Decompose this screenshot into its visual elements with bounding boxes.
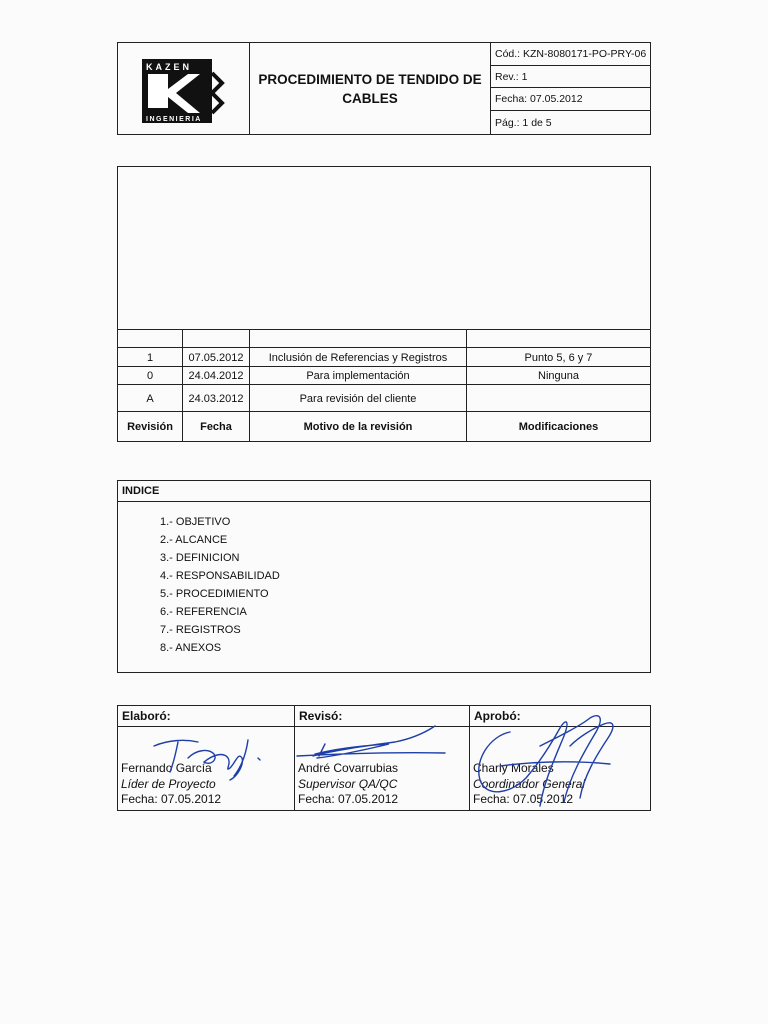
signature-reviso: [294, 706, 470, 810]
revision-row: [118, 347, 650, 367]
code-value: Cód.: KZN-8080171-PO-PRY-06: [495, 48, 647, 60]
index-item: 7.- REGISTROS: [160, 624, 241, 636]
index-item: 1.- OBJETIVO: [160, 516, 231, 528]
revision-header-row: [118, 411, 650, 442]
reviso-name: André Covarrubias: [298, 761, 399, 775]
revision-cell: 0: [146, 370, 154, 382]
aprobo-date: Fecha: 07.05.2012: [473, 792, 574, 806]
logo-brand: KAZEN: [146, 62, 192, 72]
elaboro-date: Fecha: 07.05.2012: [121, 792, 222, 806]
reason-cell: Para revisión del cliente: [249, 385, 466, 412]
code-field: [491, 43, 650, 66]
reason-cell: Inclusión de Referencias y Registros: [249, 348, 466, 367]
signature-aprobo: [469, 706, 651, 810]
date-header: Fecha: [182, 412, 249, 442]
reason-header: Motivo de la revisión: [249, 412, 466, 442]
aprobo-label: Aprobó:: [470, 706, 651, 727]
changes-cell: Ninguna: [466, 367, 650, 385]
revision-row: [118, 366, 650, 385]
aprobo-name: Charly Morales: [473, 761, 554, 775]
aprobo-role: Coordinador General: [473, 776, 586, 791]
changes-cell: Punto 5, 6 y 7: [466, 348, 650, 367]
page-field: [491, 111, 650, 134]
index-title: INDICE: [118, 481, 650, 502]
index-item: 3.- DEFINICION: [160, 552, 240, 564]
logo-cell: [118, 43, 250, 134]
revision-field: [491, 66, 650, 88]
signature-elaboro: [118, 706, 294, 810]
revision-table: [117, 166, 651, 442]
reviso-date: Fecha: 07.05.2012: [298, 792, 399, 806]
date-cell: 24.04.2012: [182, 367, 249, 385]
signatures-table: [117, 705, 651, 811]
revision-header: Revisión: [127, 421, 173, 433]
document-header: [117, 42, 651, 135]
revision-cell: A: [146, 392, 154, 405]
index-section: [117, 480, 651, 673]
reviso-label: Revisó:: [295, 706, 470, 727]
revision-cell: 1: [146, 351, 154, 364]
date-cell: 07.05.2012: [182, 348, 249, 367]
reason-cell: Para implementación: [249, 367, 466, 385]
index-item: 2.- ALCANCE: [160, 534, 228, 546]
reviso-role: Supervisor QA/QC: [298, 776, 398, 791]
changes-cell: [466, 385, 650, 412]
elaboro-role: Líder de Proyecto: [121, 776, 216, 791]
company-logo: [118, 43, 250, 134]
elaboro-name: Fernando García: [121, 761, 212, 775]
date-cell: 24.03.2012: [182, 385, 249, 412]
changes-header: Modificaciones: [466, 412, 650, 442]
index-item: 4.- RESPONSABILIDAD: [160, 570, 280, 582]
index-item: 8.- ANEXOS: [160, 642, 222, 654]
document-title: PROCEDIMIENTO DE TENDIDO DE CABLES: [250, 43, 491, 134]
elaboro-label: Elaboró:: [118, 706, 294, 727]
logo-subtitle: INGENIERIA: [146, 116, 202, 123]
revision-row: [118, 384, 650, 412]
date-field: [491, 88, 650, 111]
index-item: 5.- PROCEDIMIENTO: [160, 588, 269, 600]
page-value: Pág.: 1 de 5: [495, 116, 552, 129]
revision-value: Rev.: 1: [495, 70, 528, 83]
index-item: 6.- REFERENCIA: [160, 606, 247, 618]
date-value: Fecha: 07.05.2012: [495, 93, 583, 105]
index-list: [160, 513, 280, 657]
